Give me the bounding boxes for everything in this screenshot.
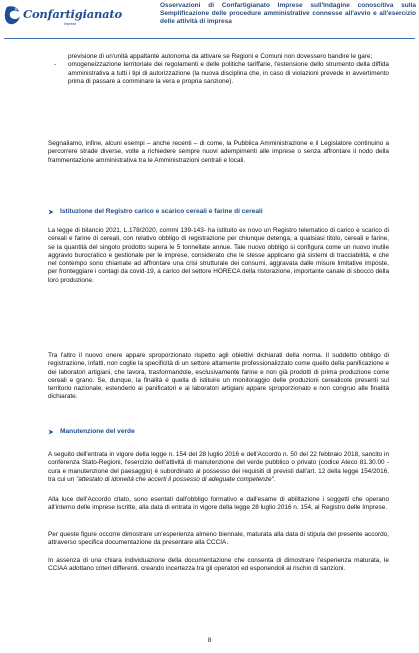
section2-paragraph: Alla luce dell'Accordo citato, sono esentati dall'obbligo formativo e dall'esame di abilitazione i soggetti che operano all'interno delle imprese iscritte, alla data di entrata in vigore della legge 28 luglio 2016 n. 154, al Registro delle Imprese. <box>48 496 389 512</box>
section-heading-registro: Istituzione del Registro carico e scarico cereali e farine di cereali <box>60 208 263 215</box>
arrow-right-icon <box>48 209 54 215</box>
paragraph-text: . <box>273 475 276 483</box>
section2-paragraph: Per queste figure occorre dimostrare un'esperienza almeno biennale, maturata alla data di stipula del presente accordo, attraverso specifica documentazione da presentare alla CCCIA. <box>48 531 389 547</box>
section-heading-verde: Manutenzione del verde <box>60 428 135 435</box>
header-divider <box>4 38 415 39</box>
quoted-text: "attestato di idoneità che accerti il possesso di adeguate competenze" <box>76 475 274 483</box>
bullet-dash-icon: - <box>54 61 57 69</box>
intro-paragraph: Segnaliamo, infine, alcuni esempi – anche recenti – di come, la Pubblica Amministrazione e il Legislatore continuino a percorrere strade diverse, volte a richiedere sempre nuovi adempimenti alle imprese o senza affrontare il nodo della frammentazione amministrativa tra le Amministrazioni centrali e locali. <box>48 140 389 164</box>
logo-emblem-icon <box>4 5 21 27</box>
continued-bullet-list <box>48 53 389 86</box>
arrow-right-icon <box>48 429 54 435</box>
header-title: Osservazioni di Confartigianato Imprese sull'Indagine conoscitiva sulla Semplificazione delle procedure amministrative connesse all'avvio e all'esercizio delle attività di impresa <box>160 2 416 25</box>
paragraph-text: A seguito dell'entrata in vigore della legge n. 154 del 28 luglio 2016 e dell'Accordo n. 50 del 22 febbraio 2018, sancito in conferenza Stato-Regioni, l'esercizio dell'attività di manutenzione del verde pubblico o privato (codice Ateco 81.30.00 - cura e manutenzione del paesaggio) è subordinato al possesso dei requisiti di previsti dall'art. 12 della legge 154/2016, tra cui un <box>48 451 389 483</box>
bullet-text: previsione di un'unità appaltante autonoma da attivare se Regioni e Comuni non dovessero bandire le gare; <box>68 53 373 60</box>
page-header <box>0 0 419 40</box>
section2-paragraph: In assenza di una chiara individuazione della documentazione che consenta di dimostrare l'esperienza maturata, le CCIAA adottano criteri differenti. creando incertezza tra gli operatori ed esponendoli al rischio di sanzioni. <box>48 557 389 573</box>
confartigianato-logo <box>4 3 122 33</box>
page-number: 8 <box>207 637 212 644</box>
section1-paragraph: Tra l'altro il nuovo onere appare sproporzionato rispetto agli obiettivi dichiarati della norma. Il suddetto obbligo di registrazione, infatti, non coglie la specificità di un settore altamente professionalizzato come quello della panificazione e dei laboratori artigiani, che lavora, trasformandole, esclusivamente farine e non già prodotti di prima produzione come cereali e grano. Se, dunque, la finalità è quella di istituire un monitoraggio delle produzioni cerealicole presenti sul territorio nazionale, estenderlo ai panificatori e ai laboratori artigiani appare sproporzionato e non congruo alle finalità dichiarate. <box>48 352 389 401</box>
section1-paragraph: La legge di bilancio 2021, L.178/2020, commi 139-143- ha istituito ex novo un Registro telematico di carico e scarico di cereali e farine di cereali, con relativo obbligo di registrazione per chiunque detenga, a qualsiasi titolo, cereali e farine, se la quantità del singolo prodotto supera le 5 tonnellate annue. Tale nuovo obbligo si configura come un nuovo inutile aggravio burocratico e gestionale per le imprese, considerato che le stesse applicano già sistemi di tracciabilità, e che nel contempo sono chiamate ad affrontare una crisi strutturale dei consumi, aggravata dalle misure limitative imposte, per fronteggiare i contagi da covid-19, a carico del settore HORECA della ristorazione, importante canale di sbocco della loro produzione. <box>48 227 389 284</box>
section2-paragraph <box>48 451 389 484</box>
logo-tagline: Imprese <box>64 22 77 26</box>
logo-wordmark: Confartigianato <box>23 7 122 21</box>
list-item <box>48 61 389 86</box>
list-item <box>48 53 389 61</box>
bullet-text: omogeneizzazione territoriale dei regolamenti e delle politiche tariffarie, l'estensione dello strumento della diffida amministrativa a tutti i tipi di autorizzazione (la nuova disciplina che, in caso di violazioni prevede in avvertimento prima di passare a comminare la vera e propria sanzione). <box>68 61 389 85</box>
